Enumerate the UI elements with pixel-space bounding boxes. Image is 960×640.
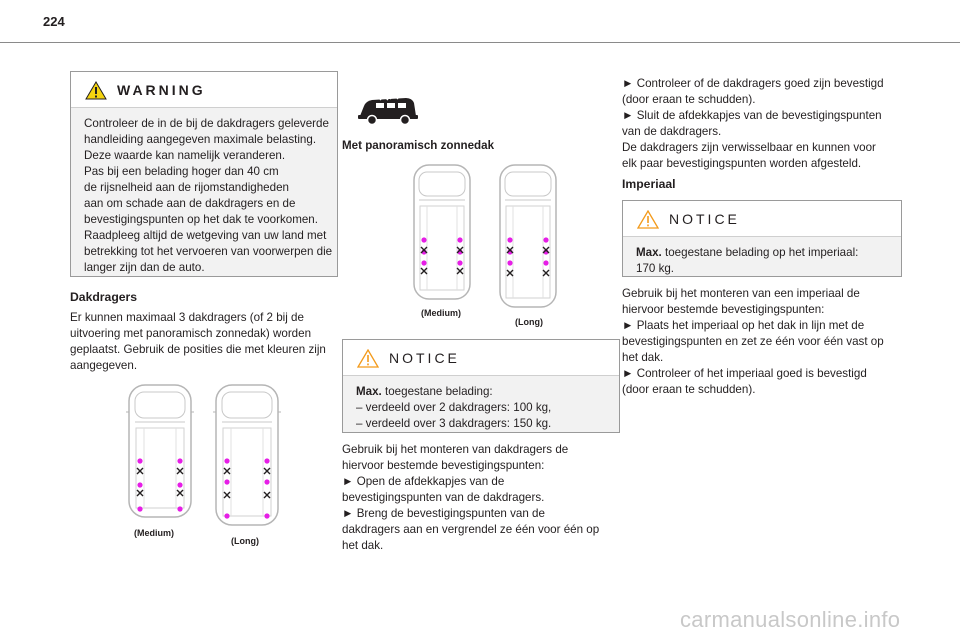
warning-box [70, 71, 338, 277]
warning-header [71, 72, 337, 108]
paragraph-line: ► Open de afdekkapjes van de [342, 475, 505, 488]
notice-box-dakdragers [342, 339, 620, 433]
paragraph-line: hiervoor bestemde bevestigingspunten: [622, 303, 825, 316]
dakdragers-paragraph [70, 310, 326, 374]
paragraph-line: Er kunnen maximaal 3 dakdragers (of 2 bij de [70, 311, 304, 324]
notice-line: 170 kg. [636, 262, 675, 275]
section-heading-dakdragers: Dakdragers [70, 290, 138, 304]
warning-line: bevestigingspunten op het dak te voorkomen. [84, 213, 318, 226]
van-roof-diagram-medium [126, 382, 194, 520]
warning-text [71, 108, 337, 282]
montage-paragraph [342, 442, 599, 554]
paragraph-line: ► Breng de bevestigingspunten van de [342, 507, 545, 520]
imperiaal-paragraph [622, 286, 884, 398]
warning-line: Deze waarde kan namelijk veranderen. [84, 149, 286, 162]
paragraph-line: ► Controleer of de dakdragers goed zijn bevestigd [622, 77, 884, 90]
notice-text [623, 237, 901, 283]
notice-header [623, 201, 901, 237]
header-divider [0, 42, 960, 43]
notice-text [343, 376, 619, 438]
figure-label-medium: (Medium) [134, 528, 174, 538]
warning-title: WARNING [117, 82, 206, 98]
paragraph-line: (door eraan te schudden). [622, 383, 756, 396]
figure-label-long-panoramic: (Long) [515, 317, 543, 327]
notice-box-imperiaal [622, 200, 902, 277]
paragraph-line: uitvoering met panoramisch zonnedak) worden [70, 327, 312, 340]
warning-line: Raadpleeg altijd de wetgeving van uw land met [84, 229, 327, 242]
paragraph-line: hiervoor bestemde bevestigingspunten: [342, 459, 545, 472]
notice-title: NOTICE [389, 350, 460, 366]
paragraph-line: aangegeven. [70, 359, 138, 372]
figure-label-medium-panoramic: (Medium) [421, 308, 461, 318]
paragraph-line: elk paar bevestigingspunten worden afgesteld. [622, 157, 862, 170]
van-roof-diagram-long [213, 382, 281, 528]
paragraph-line: dakdragers aan en vergrendel ze één voor één op [342, 523, 600, 536]
paragraph-line: ► Plaats het imperiaal op het dak in lijn met de [622, 319, 865, 332]
section-heading-panoramisch: Met panoramisch zonnedak [342, 139, 495, 152]
van-roof-diagram-long-panoramic [497, 162, 559, 310]
paragraph-line: bevestigingspunten en zet ze één voor één vast op [622, 335, 884, 348]
warning-line: Controleer de in de bij de dakdragers geleverde [84, 117, 329, 130]
van-roof-diagram-medium-panoramic [411, 162, 473, 302]
paragraph-line: bevestigingspunten van de dakdragers. [342, 491, 545, 504]
notice-lead: Max. [356, 385, 382, 398]
warning-line: handleiding aangegeven maximale belasting. [84, 133, 317, 146]
notice-title: NOTICE [669, 211, 740, 227]
warning-line: betrekking tot het vervoeren van voorwerpen die [84, 245, 333, 258]
watermark: carmanualsonline.info [680, 607, 901, 632]
page-number: 224 [43, 14, 65, 29]
paragraph-line: De dakdragers zijn verwisselbaar en kunnen voor [622, 141, 876, 154]
notice-header [343, 340, 619, 376]
notice-line: – verdeeld over 2 dakdragers: 100 kg, [356, 401, 552, 414]
van-panoramic-roof-icon [356, 94, 420, 126]
section-heading-imperiaal: Imperiaal [622, 177, 676, 191]
paragraph-line: ► Controleer of het imperiaal goed is bevestigd [622, 367, 867, 380]
warning-line: Pas bij een belading hoger dan 40 cm [84, 165, 279, 178]
notice-triangle-icon [357, 349, 379, 368]
paragraph-line: Gebruik bij het monteren van een imperiaal de [622, 287, 860, 300]
paragraph-line: het dak. [622, 351, 664, 364]
notice-line: – verdeeld over 3 dakdragers: 150 kg. [356, 417, 552, 430]
paragraph-line: ► Sluit de afdekkapjes van de bevestigingspunten [622, 109, 882, 122]
paragraph-line: (door eraan te schudden). [622, 93, 756, 106]
warning-line: de rijsnelheid aan de rijomstandigheden [84, 181, 289, 194]
paragraph-line: het dak. [342, 539, 384, 552]
notice-line: toegestane belading: [381, 385, 493, 398]
notice-triangle-icon [637, 210, 659, 229]
notice-lead: Max. [636, 246, 662, 259]
notice-line: toegestane belading op het imperiaal: [661, 246, 859, 259]
warning-line: aan om schade aan de dakdragers en de [84, 197, 296, 210]
paragraph-line: van de dakdragers. [622, 125, 722, 138]
paragraph-line: geplaatst. Gebruik de posities die met kleuren zijn [70, 343, 326, 356]
figure-label-long: (Long) [231, 536, 259, 546]
warning-triangle-icon [85, 81, 107, 100]
controle-paragraph [622, 76, 884, 172]
paragraph-line: Gebruik bij het monteren van dakdragers de [342, 443, 569, 456]
warning-line: langer zijn dan de auto. [84, 261, 205, 274]
